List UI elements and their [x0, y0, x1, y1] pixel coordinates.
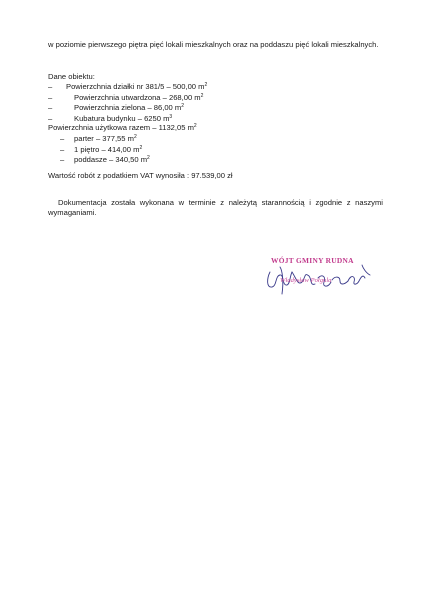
list-item [48, 82, 383, 93]
powierzchnia-uzytkowa-list [48, 134, 383, 166]
dane-obiektu-list [48, 82, 383, 124]
list-item [48, 134, 383, 145]
list-item-text: poddasze – 340,50 m [74, 155, 148, 165]
powierzchnia-uzytkowa-heading [48, 123, 383, 133]
dane-obiektu-heading: Dane obiektu: [48, 72, 95, 81]
unit-exponent: 2 [193, 123, 197, 129]
stamp-title: WÓJT GMINY RUDNA [271, 256, 354, 265]
list-item-body [74, 93, 203, 104]
list-item-text: Kubatura budynku – 6250 m [74, 113, 170, 123]
unit-exponent: 2 [181, 103, 184, 110]
list-item [48, 93, 383, 104]
list-item-body [74, 103, 184, 114]
dokumentacja-paragraph [48, 198, 383, 217]
list-item [48, 145, 383, 156]
list-item-body [66, 82, 207, 93]
list-item-body [74, 134, 137, 145]
unit-exponent: 2 [200, 92, 204, 99]
list-dash: – [48, 113, 53, 123]
list-item-body [74, 155, 150, 166]
list-dash: – [60, 155, 65, 165]
list-dash: – [48, 92, 53, 102]
list-dash: – [60, 144, 65, 154]
list-item-text: 1 piętro – 414,00 m [74, 144, 140, 154]
list-item-text: Powierzchnia działki nr 381/5 – 500,00 m [66, 82, 205, 91]
unit-exponent: 2 [133, 134, 137, 140]
unit-exponent: 2 [139, 144, 143, 151]
dokumentacja-text: Dokumentacja została wykonana w terminie z należytą starannością i zgodnie z naszymi wymaganiami. [48, 198, 383, 217]
list-item-text: Powierzchnia zielona – 86,00 m [74, 103, 182, 113]
unit-exponent: 2 [147, 155, 150, 162]
list-item-text: parter – 377,55 m [74, 134, 134, 143]
list-item [48, 103, 383, 114]
list-item-text: Powierzchnia utwardzona – 268,00 m [74, 92, 201, 102]
powierzchnia-uzytkowa-text: Powierzchnia użytkowa razem – 1132,05 m [48, 123, 194, 132]
list-item-body [74, 145, 142, 156]
intro-paragraph: w poziomie pierwszego piętra pięć lokali mieszkalnych oraz na poddaszu pięć lokali mieszkalnych. [48, 40, 379, 49]
list-item [48, 155, 383, 166]
list-dash: – [48, 103, 53, 113]
list-dash: – [60, 134, 65, 143]
unit-exponent: 3 [169, 113, 173, 120]
official-stamp [262, 254, 382, 304]
list-dash: – [48, 82, 53, 91]
stamp-name: Władysław Połgula [280, 277, 332, 284]
wartosc-robot: Wartość robót z podatkiem VAT wynosiła : 97.539,00 zł [48, 171, 233, 180]
unit-exponent: 2 [204, 82, 208, 88]
